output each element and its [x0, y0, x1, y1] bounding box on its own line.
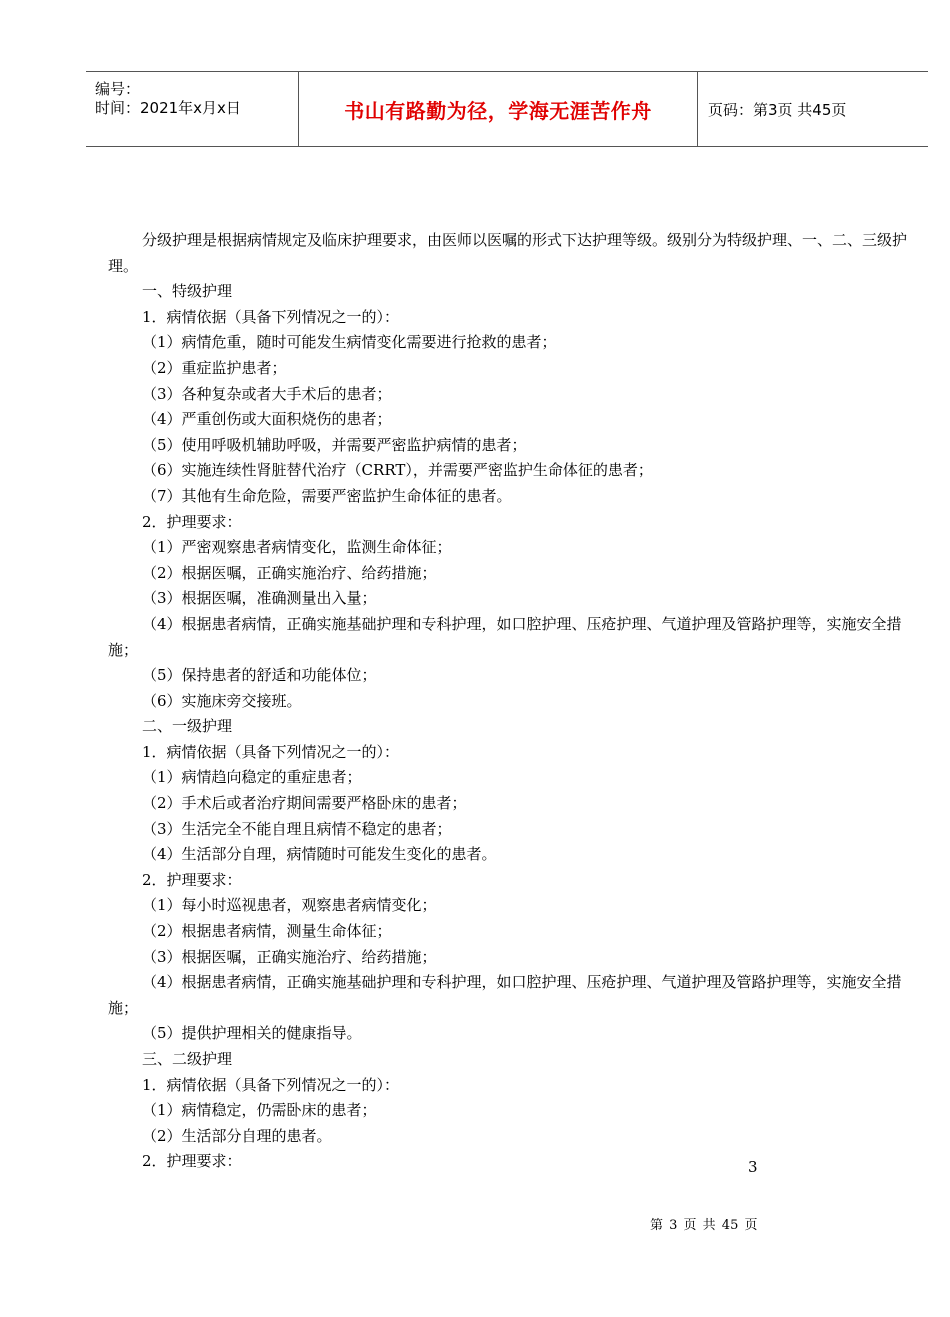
section-lines-3 [108, 1021, 920, 1175]
text-line: 2．护理要求： [142, 870, 242, 889]
text-line: 一、特级护理 [142, 282, 233, 301]
text-line: （2）生活部分自理的患者。 [142, 1126, 332, 1145]
intro-paragraph: 分级护理是根据病情规定及临床护理要求，由医师以医嘱的形式下达护理等级。级别分为特级护理、一、二、三级护理。 [108, 231, 908, 275]
long-paragraph-1: （4）根据患者病情，正确实施基础护理和专科护理，如口腔护理、压疮护理、气道护理及管路护理等，实施安全措施； [108, 614, 902, 659]
text-line: 1．病情依据（具备下列情况之一的）： [142, 307, 400, 326]
text-line: （2）根据患者病情，测量生命体征； [142, 922, 392, 941]
text-line: （6）实施连续性肾脏替代治疗（CRRT），并需要严密监护生命体征的患者； [142, 461, 653, 480]
header-page-code-cell [698, 72, 928, 146]
text-line: （5）提供护理相关的健康指导。 [142, 1024, 362, 1043]
text-line: （6）实施床旁交接班。 [142, 691, 302, 710]
long-paragraph-2: （4）根据患者病情，正确实施基础护理和专科护理，如口腔护理、压疮护理、气道护理及管路护理等，实施安全措施； [108, 973, 902, 1017]
text-line: （3）生活完全不能自理且病情不稳定的患者； [142, 819, 452, 838]
text-line: 2．护理要求： [142, 1152, 242, 1171]
text-line: （2）手术后或者治疗期间需要严格卧床的患者； [142, 794, 467, 813]
text-line: （4）严重创伤或大面积烧伤的患者； [142, 410, 392, 429]
page-header [86, 71, 928, 147]
text-line: （2）重症监护患者； [142, 358, 287, 377]
text-line: 1．病情依据（具备下列情况之一的）： [142, 742, 400, 761]
document-body [108, 228, 920, 1175]
page-marker: 3 [748, 1158, 758, 1176]
text-line: （5）使用呼吸机辅助呼吸，并需要严密监护病情的患者； [142, 435, 527, 454]
text-line: （3）各种复杂或者大手术后的患者； [142, 384, 392, 403]
text-line: （1）病情趋向稳定的重症患者； [142, 768, 362, 787]
text-line: （1）病情危重，随时可能发生病情变化需要进行抢救的患者； [142, 333, 557, 352]
header-motto: 书山有路勤为径，学海无涯苦作舟 [344, 98, 652, 123]
header-meta [86, 72, 298, 146]
header-motto-cell [298, 72, 698, 146]
text-line: （1）病情稳定，仍需卧床的患者； [142, 1101, 377, 1120]
text-line: （1）每小时巡视患者，观察患者病情变化； [142, 896, 437, 915]
page-footer: 第 3 页 共 45 页 [650, 1218, 758, 1233]
text-line: （7）其他有生命危险，需要严密监护生命体征的患者。 [142, 486, 512, 505]
text-line: 二、一级护理 [142, 717, 233, 736]
header-page-code: 页码：第3页 共45页 [708, 100, 847, 119]
section-lines-1 [108, 279, 920, 612]
text-line: （3）根据医嘱，准确测量出入量； [142, 589, 377, 608]
text-line: （5）保持患者的舒适和功能体位； [142, 666, 377, 685]
header-time: 时间：2021年x月x日 [95, 99, 241, 117]
text-line: （3）根据医嘱，正确实施治疗、给药措施； [142, 947, 437, 966]
section-lines-2 [108, 663, 920, 970]
text-line: 三、二级护理 [142, 1050, 233, 1068]
text-line: （1）严密观察患者病情变化，监测生命体征； [142, 538, 452, 557]
text-line: 1．病情依据（具备下列情况之一的）： [142, 1075, 400, 1094]
text-line: （2）根据医嘱，正确实施治疗、给药措施； [142, 563, 437, 582]
header-number: 编号： [95, 80, 141, 98]
text-line: （4）生活部分自理，病情随时可能发生变化的患者。 [142, 845, 497, 864]
text-line: 2．护理要求： [142, 512, 242, 531]
